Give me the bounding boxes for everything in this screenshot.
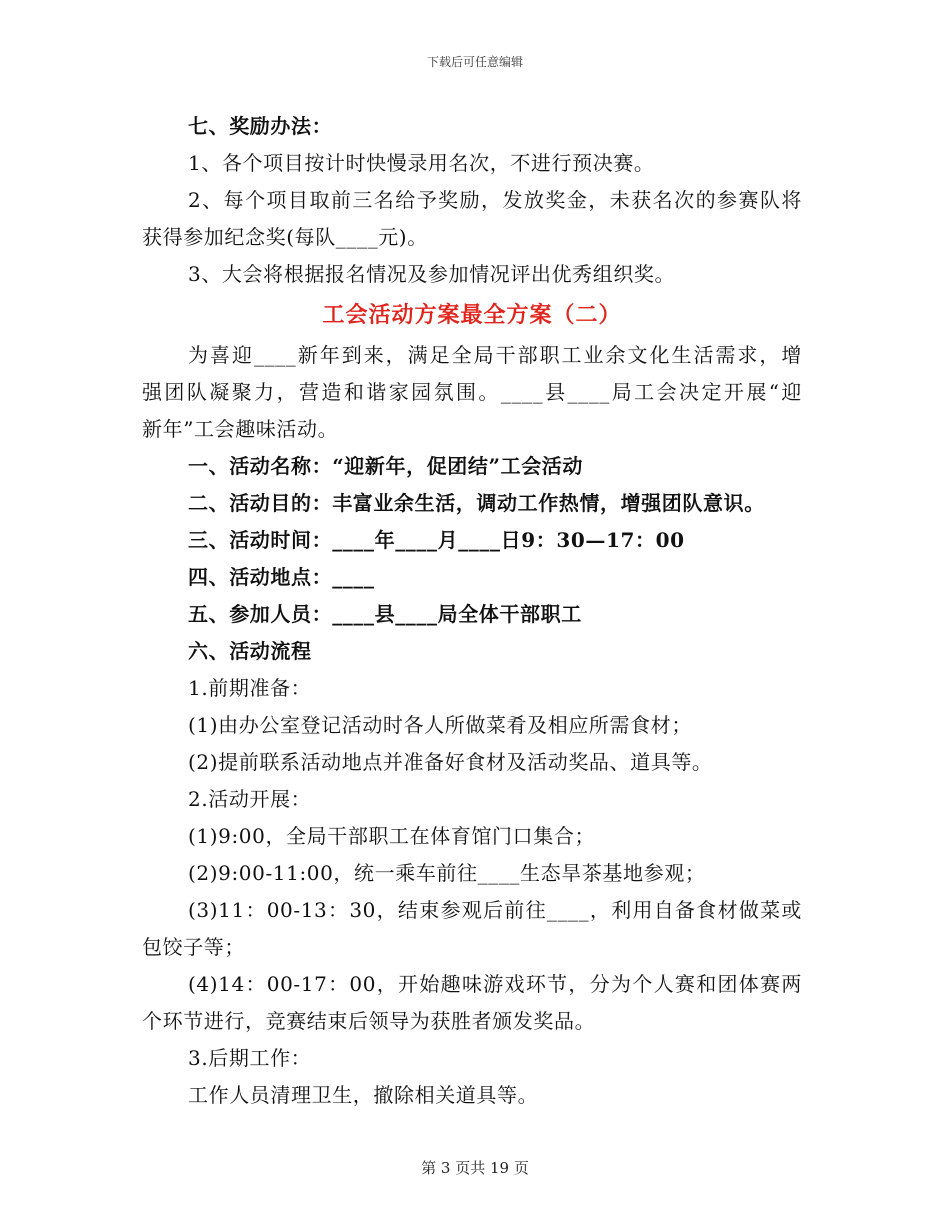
list-item: 1.前期准备： xyxy=(188,676,312,700)
list-item: 3.后期工作： xyxy=(188,1046,312,1070)
document-title: 工会活动方案最全方案（二） xyxy=(322,302,622,328)
paragraph: 为喜迎____新年到来，满足全局干部职工业余文化生活需求，增 xyxy=(188,343,802,367)
list-item: (2)9:00-11:00，统一乘车前往____生态旱茶基地参观； xyxy=(188,861,706,885)
section-heading-rewards: 七、奖励办法： xyxy=(188,114,333,138)
document-body xyxy=(142,108,802,1114)
list-item: (1)由办公室登记活动时各人所做菜肴及相应所需食材； xyxy=(188,713,692,737)
list-item: (3)11：00-13：30，结束参观后前往____，利用自备食材做菜或 xyxy=(188,898,802,922)
list-item: 包饺子等； xyxy=(142,935,245,959)
section-heading-participants: 五、参加人员：____县____局全体干部职工 xyxy=(188,602,582,626)
list-item: 个环节进行，竞赛结束后领导为获胜者颁发奖品。 xyxy=(142,1009,596,1033)
list-item: 2.活动开展： xyxy=(188,787,312,811)
section-heading-time: 三、活动时间：____年____月____日9：30—17：00 xyxy=(188,528,685,552)
page-footer: 第 3 页共 19 页 xyxy=(421,1159,529,1177)
section-heading-purpose: 二、活动目的：丰富业余生活，调动工作热情，增强团队意识。 xyxy=(188,491,765,515)
list-item: 工作人员清理卫生，撤除相关道具等。 xyxy=(188,1083,539,1107)
paragraph: 新年”工会趣味活动。 xyxy=(142,417,339,441)
section-heading-name: 一、活动名称：“迎新年，促团结”工会活动 xyxy=(188,454,584,478)
section-heading-process: 六、活动流程 xyxy=(188,639,312,663)
page-header: 下载后可任意编辑 xyxy=(426,55,523,69)
list-item: (1)9:00，全局干部职工在体育馆门口集合； xyxy=(188,824,596,848)
list-item: (2)提前联系活动地点并准备好食材及活动奖品、道具等。 xyxy=(188,750,713,774)
paragraph: 2、每个项目取前三名给予奖励，发放奖金，未获名次的参赛队将 xyxy=(188,188,802,212)
paragraph: 1、各个项目按计时快慢录用名次，不进行预决赛。 xyxy=(188,151,655,175)
paragraph: 获得参加纪念奖(每队____元)。 xyxy=(142,225,428,249)
paragraph: 强团队凝聚力，营造和谐家园氛围。____县____局工会决定开展“迎 xyxy=(142,380,802,404)
list-item: (4)14：00-17：00，开始趣味游戏环节，分为个人赛和团体赛两 xyxy=(188,972,802,996)
section-heading-location: 四、活动地点：____ xyxy=(188,565,375,589)
paragraph: 3、大会将根据报名情况及参加情况评出优秀组织奖。 xyxy=(188,262,676,286)
